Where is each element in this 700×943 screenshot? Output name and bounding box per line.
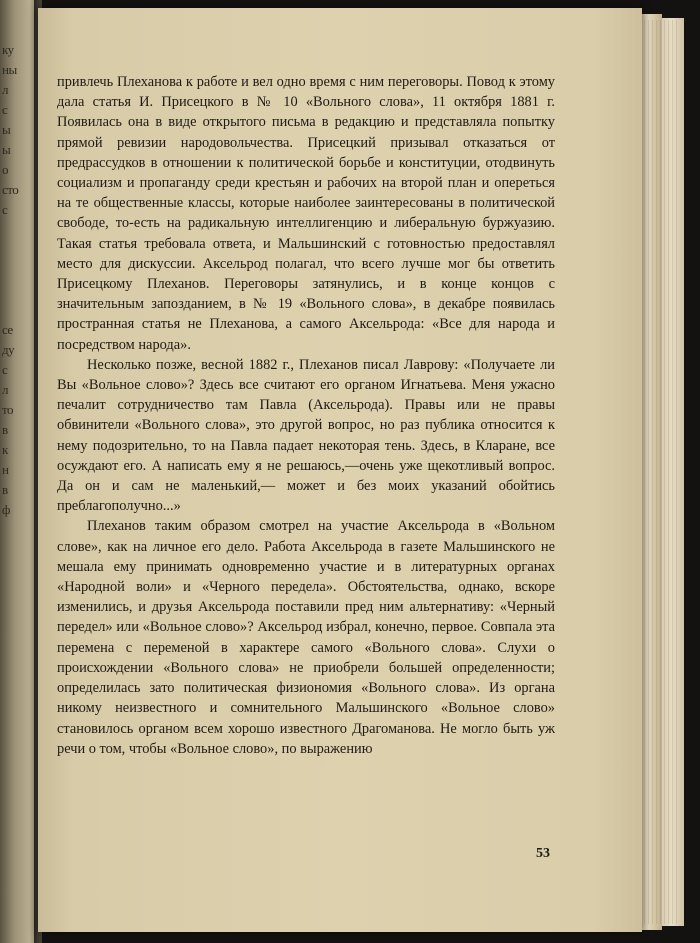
paragraph: Несколько позже, весной 1882 г., Плеханов писал Лаврову: «Получаете ли Вы «Вольное слово»? Здесь все считают его органом Игнатьева. Меня ужасно печалит сотрудничество там Павла (Аксельрода). Правы или не правы обвинители «Вольного слова», это другой вопрос, но раз публика относится к нему подозрительно, то на Павла падает некоторая тень. Здесь, в Кларане, все осуждают его. А написать ему я не решаюсь,—очень уже щекотливый вопрос. Да он и сам не маленький,— может и без моих указаний обойтись преблагополучно...»: [57, 356, 555, 515]
facing-page-edge: ку ны л с ы ы о сто с се ду с л то в к н в ф: [0, 0, 42, 943]
paragraph: Плеханов таким образом смотрел на участие Аксельрода в «Вольном слове», как на личное его дело. Работа Аксельрода в газете Мальшинского не мешала ему принимать одновременно участие и в литературных органах «Народной воли» и «Черного передела». Обстоятельства, однако, вскоре изменились, и друзья Аксельрода поставили пред ним альтернативу: «Черный передел» или «Вольное слово»? Аксельрод избрал, конечно, первое. Совпала эта перемена с переменой в характере самого «Вольного слова». Слухи о происхождении «Вольного слова» не приобрели большей определенности; определилась зато политическая физиономия «Вольного слова». Из органа никому неизвестного и сомнительного Мальшинского «Вольное слово» становилось органом всем хорошо известного Драгоманова. Не могло быть уж речи о том, чтобы «Вольное слово», по выражению: [57, 518, 555, 757]
paragraph: привлечь Плеханова к работе и вел одно время с ним переговоры. Повод к этому дала статья И. Присецкого в № 10 «Вольного слова», 11 октября 1881 г. Появилась она в виде открытого письма в редакцию и представляла попытку прямой ревизии народовольчества. Присецкий призывал отказаться от предрассудков в отношении к политической борьбе и конституции, отодвинуть социализм и пропаганду среди крестьян и рабочих на второй план и опереться на те общественные классы, которые наиболее заинтересованы в политической свободе, то-есть на радикальную интеллигенцию и либеральную буржуазию. Такая статья требовала ответа, и Мальшинский с готовностью предоставлял место для дискуссии. Аксельрод полагал, что всего лучше мог бы ответить Присецкому Плеханов. Переговоры затянулись, и в конце концов с значительным запозданием, в № 19 «Вольного слова», в декабре появилась пространная статья не Плеханова, а самого Аксельрода: «Все для народа и посредством народа».: [57, 74, 555, 353]
page-number: 53: [536, 846, 550, 861]
body-text: [57, 72, 555, 759]
